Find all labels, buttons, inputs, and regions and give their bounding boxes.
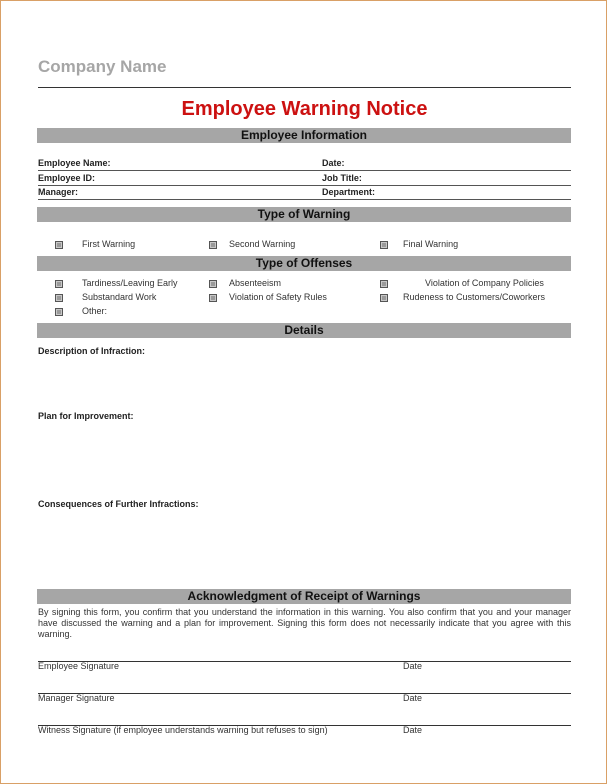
- section-type-of-warning: Type of Warning: [37, 207, 571, 222]
- substandard-work-label: Substandard Work: [82, 292, 157, 302]
- employee-id-line[interactable]: [38, 185, 571, 186]
- department-label: Department:: [322, 187, 376, 197]
- employee-signature-label: Employee Signature: [38, 661, 120, 671]
- safety-violation-label: Violation of Safety Rules: [229, 292, 327, 302]
- policy-violation-checkbox[interactable]: [380, 280, 388, 288]
- page-title: Employee Warning Notice: [181, 98, 428, 120]
- substandard-work-checkbox[interactable]: [55, 294, 63, 302]
- manager-signature-label: Manager Signature: [38, 693, 115, 703]
- manager-signature-date-label: Date: [403, 693, 423, 703]
- plan-for-improvement-label: Plan for Improvement:: [38, 411, 134, 421]
- section-details: Details: [37, 323, 571, 338]
- first-warning-checkbox[interactable]: [55, 241, 63, 249]
- employee-id-label: Employee ID:: [38, 173, 96, 183]
- second-warning-label: Second Warning: [229, 239, 296, 249]
- other-label: Other:: [82, 306, 108, 316]
- rudeness-label: Rudeness to Customers/Coworkers: [403, 292, 546, 302]
- employee-name-label: Employee Name:: [38, 158, 111, 168]
- manager-label: Manager:: [38, 187, 79, 197]
- employee-signature-date-label: Date: [403, 661, 423, 671]
- other-checkbox[interactable]: [55, 308, 63, 316]
- date-label: Date:: [322, 158, 345, 168]
- safety-violation-checkbox[interactable]: [209, 294, 217, 302]
- section-acknowledgment: Acknowledgment of Receipt of Warnings: [37, 589, 571, 604]
- company-name: Company Name: [38, 57, 167, 76]
- first-warning-label: First Warning: [82, 239, 136, 249]
- manager-signature-line[interactable]: [38, 693, 571, 694]
- policy-violation-label: Violation of Company Policies: [425, 278, 544, 288]
- section-employee-information: Employee Information: [37, 128, 571, 143]
- description-of-infraction-label: Description of Infraction:: [38, 346, 146, 356]
- employee-name-line[interactable]: [38, 170, 571, 171]
- absenteeism-checkbox[interactable]: [209, 280, 217, 288]
- header-rule: [38, 87, 571, 88]
- final-warning-checkbox[interactable]: [380, 241, 388, 249]
- second-warning-checkbox[interactable]: [209, 241, 217, 249]
- final-warning-label: Final Warning: [403, 239, 459, 249]
- tardiness-label: Tardiness/Leaving Early: [82, 278, 178, 288]
- tardiness-checkbox[interactable]: [55, 280, 63, 288]
- section-type-of-offenses: Type of Offenses: [37, 256, 571, 271]
- manager-line[interactable]: [38, 199, 571, 200]
- acknowledgment-text: By signing this form, you confirm that you understand the information in this warning. You also confirm that you and your manager have discussed the warning and a plan for improvement. Signing this form does not necessarily indicate that you agree with this warning.: [38, 607, 571, 639]
- consequences-label: Consequences of Further Infractions:: [38, 499, 199, 509]
- witness-signature-date-label: Date: [403, 725, 423, 735]
- rudeness-checkbox[interactable]: [380, 294, 388, 302]
- job-title-label: Job Title:: [322, 173, 362, 183]
- witness-signature-label: Witness Signature (if employee understands warning but refuses to sign): [38, 725, 328, 735]
- absenteeism-label: Absenteeism: [229, 278, 282, 288]
